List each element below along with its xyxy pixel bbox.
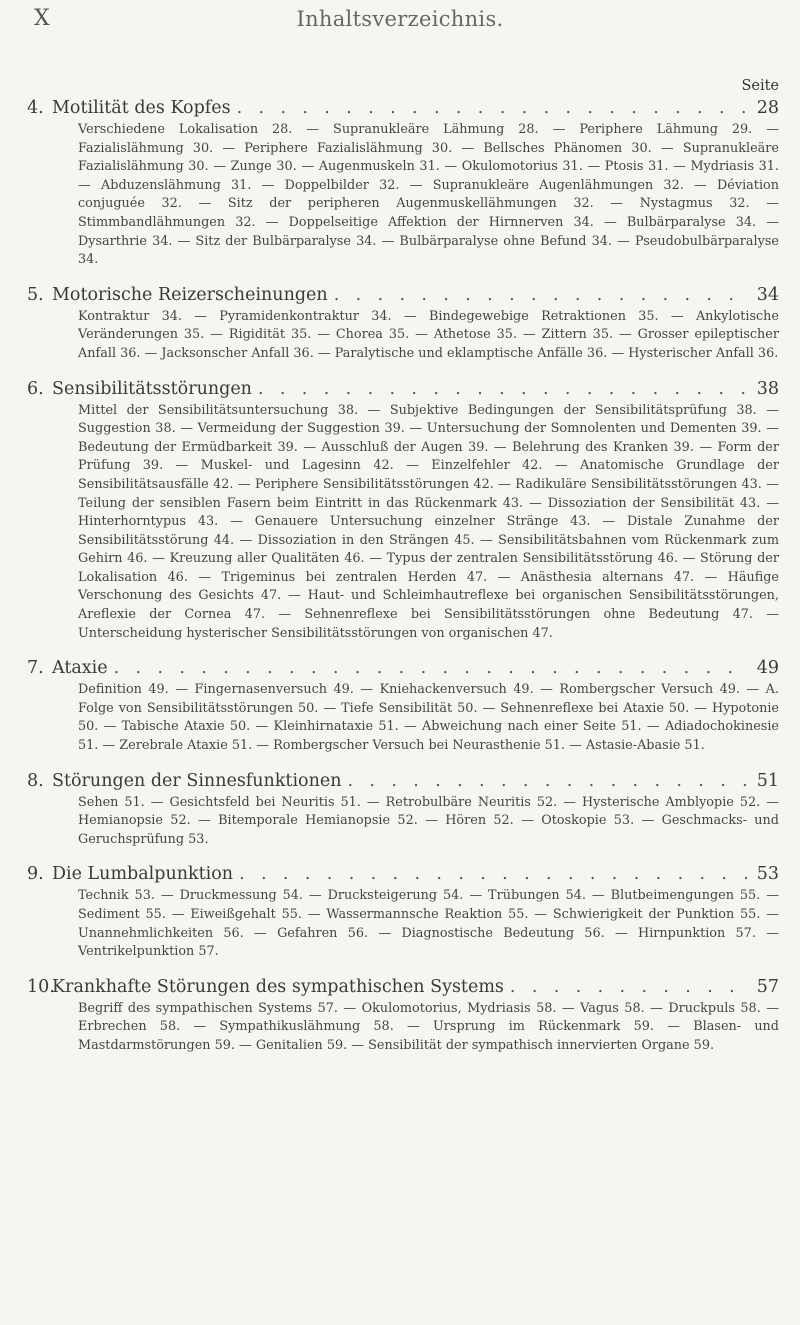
entry-page: 34: [756, 284, 779, 305]
page-number: X: [34, 6, 50, 31]
entry-number: 7.: [27, 658, 44, 679]
toc-entry: [27, 975, 779, 999]
entry-title: Störungen der Sinnesfunktionen: [52, 770, 342, 791]
page-title: Inhaltsverzeichnis.: [296, 7, 504, 31]
entry-number: 10.: [27, 976, 55, 997]
entry-number: 8.: [27, 770, 44, 791]
page-column-label: Seite: [741, 78, 779, 94]
entry-description: Technik 53. — Druckmessung 54. — Drucksteigerung 54. — Trübungen 54. — Blutbeimengungen 55. — Sediment 55. — Eiweißgehalt 55. — Wassermannsche Reaktion 55. — Schwierigkeit der Punktion 55. — Unannehmlichkeiten 56. — Gefahren 56. — Diagnostische Bedeutung 56. — Hirnpunktion 57. — Ventrikelpunktion 57.: [78, 888, 779, 960]
entry-title: Ataxie: [52, 658, 108, 679]
entry-page: 49: [756, 658, 779, 679]
toc-section-8: [27, 769, 779, 850]
entry-page: 51: [756, 770, 779, 791]
dot-leader: [114, 656, 747, 680]
dot-leader: [348, 769, 748, 793]
toc-section-10: [27, 975, 779, 1056]
entry-number: 9.: [27, 864, 44, 885]
entry-description: Begriff des sympathischen Systems 57. — Okulomotorius, Mydriasis 58. — Vagus 58. — Druckpuls 58. — Erbrechen 58. — Sympathikuslähmung 58. — Ursprung im Rückenmark 59. — Blasen- und Mastdarmstörungen 59. — Genitalien 59. — Sensibilität der sympathisch innervierten Organe 59.: [78, 1000, 779, 1053]
entry-title: Die Lumbalpunktion: [52, 864, 234, 885]
dot-leader: [237, 96, 747, 120]
entry-title: Krankhafte Störungen des sympathischen Systems: [52, 976, 504, 997]
toc-section-7: [27, 656, 779, 755]
toc-entry: [27, 862, 779, 886]
entry-description: Sehen 51. — Gesichtsfeld bei Neuritis 51. — Retrobulbäre Neuritis 52. — Hysterische Amblyopie 52. — Hemianopsie 52. — Bitemporale Hemianopsie 52. — Hören 52. — Otoskopie 53. — Geschmacks- und Geruchsprüfung 53.: [78, 794, 779, 847]
toc-section-6: [27, 377, 779, 644]
dot-leader: [334, 283, 747, 307]
toc-section-4: [27, 96, 779, 270]
entry-page: 38: [756, 378, 779, 399]
dot-leader: [510, 975, 747, 999]
dot-leader: [239, 862, 747, 886]
toc-entry: [27, 96, 779, 120]
dot-leader: [258, 377, 747, 401]
entry-page: 57: [756, 976, 779, 997]
entry-title: Motorische Reizerscheinungen: [52, 284, 328, 305]
entry-description: Definition 49. — Fingernasenversuch 49. — Kniehackenversuch 49. — Rombergscher Versuch 49. — A. Folge von Sensibilitätsstörungen 50. — Tiefe Sensibilität 50. — Sehnenreflexe bei Ataxie 50. — Hypotonie 50. — Tabische Ataxie 50. — Kleinhirnataxie 51. — Abweichung nach einer Seite 51. — Adiadochokinesie 51. — Zerebrale Ataxie 51. — Rombergscher Versuch bei Neurasthenie 51. — Astasie-Abasie 51.: [78, 682, 779, 754]
entry-description: Verschiedene Lokalisation 28. — Supranukleäre Lähmung 28. — Periphere Lähmung 29. — Fazialislähmung 30. — Periphere Fazialislähmung 30. — Bellsches Phänomen 30. — Supranukleäre Fazialislähmung 30. — Zunge 30. — Augenmuskeln 31. — Okulomotorius 31. — Ptosis 31. — Mydriasis 31. — Abduzenslähmung 31. — Doppelbilder 32. — Supranukleäre Augenlähmungen 32. — Déviation conjuguée 32. — Sitz der peripheren Augenmuskellähmungen 32. — Nystagmus 32. — Stimmbandlähmungen 32. — Doppelseitige Affektion der Hirnnerven 34. — Bulbärparalyse 34. — Dysarthrie 34. — Sitz der Bulbärparalyse 34. — Bulbärparalyse ohne Befund 34. — Pseudobulbärparalyse 34.: [78, 122, 779, 268]
entry-page: 28: [756, 98, 779, 118]
entry-title: Sensibilitätsstörungen: [52, 378, 252, 399]
toc-list: [27, 96, 779, 1069]
entry-number: 5.: [27, 284, 44, 305]
toc-entry: [27, 656, 779, 680]
entry-description: Mittel der Sensibilitätsuntersuchung 38. — Subjektive Bedingungen der Sensibilitätsprüfung 38. — Suggestion 38. — Vermeidung der Suggestion 39. — Untersuchung der Somnolenten und Dementen 39. — Bedeutung der Ermüdbarkeit 39. — Ausschluß der Augen 39. — Belehrung des Kranken 39. — Form der Prüfung 39. — Muskel- und Lagesinn 42. — Einzelfehler 42. — Anatomische Grundlage der Sensibilitätsausfälle 42. — Periphere Sensibilitätsstörungen 42. — Radikuläre Sensibilitätsstörungen 43. — Teilung der sensiblen Fasern beim Eintritt in das Rückenmark 43. — Dissoziation der Sensibilität 43. — Hinterhorntypus 43. — Genauere Untersuchung einzelner Stränge 43. — Distale Zunahme der Sensibilitätsstörung 44. — Dissoziation in den Strängen 45. — Sensibilitätsbahnen vom Rückenmark zum Gehirn 46. — Kreuzung aller Qualitäten 46. — Typus der zentralen Sensibilitätsstörung 46. — Störung der Lokalisation 46. — Trigeminus bei zentralen Herden 47. — Anästhesia alternans 47. — Häufige Verschonung des Gesichts 47. — Haut- und Schleimhautreflexe bei organischen Sensibilitätsstörungen, Areflexie der Cornea 47. — Sehnenreflexe bei Sensibilitätsstörungen ohne Bedeutung 47. — Unterscheidung hysterischer Sensibilitätsstörungen von organischen 47.: [78, 402, 779, 641]
entry-page: 53: [756, 864, 779, 885]
toc-entry: [27, 377, 779, 401]
toc-entry: [27, 769, 779, 793]
toc-section-9: [27, 862, 779, 961]
toc-entry: [27, 283, 779, 307]
page-header: [0, 6, 800, 42]
entry-description: Kontraktur 34. — Pyramidenkontraktur 34. — Bindegewebige Retraktionen 35. — Ankylotische Veränderungen 35. — Rigidität 35. — Chorea 35. — Athetose 35. — Zittern 35. — Grosser epileptischer Anfall 36. — Jacksonscher Anfall 36. — Paralytische und eklamptische Anfälle 36. — Hysterischer Anfall 36.: [78, 308, 779, 361]
entry-number: 6.: [27, 378, 44, 399]
toc-section-5: [27, 283, 779, 364]
entry-title: Motilität des Kopfes: [52, 98, 231, 118]
entry-number: 4.: [27, 98, 44, 118]
